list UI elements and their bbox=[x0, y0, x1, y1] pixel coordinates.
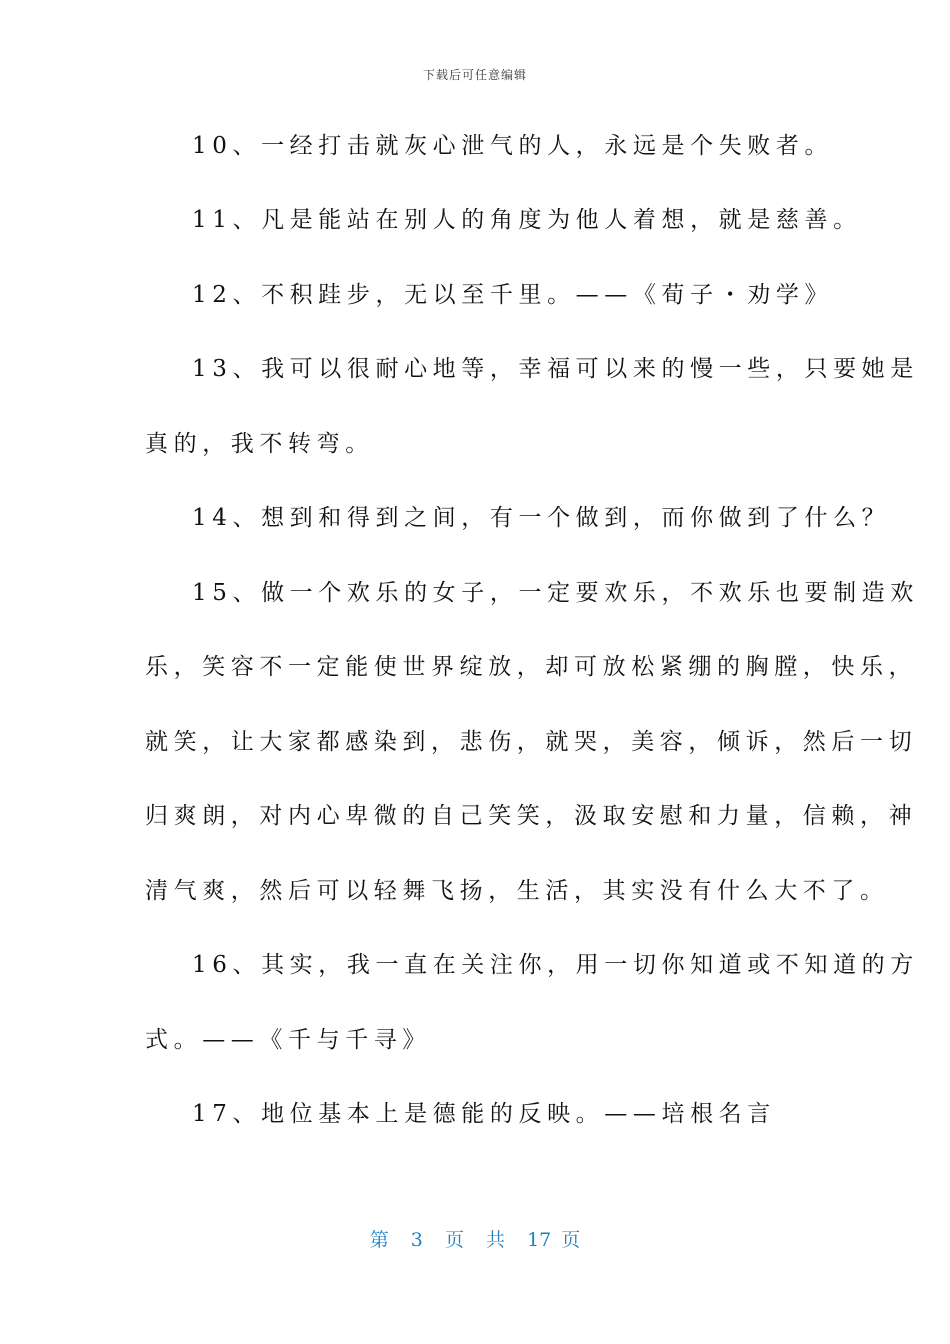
paragraph-line: 就笑，让大家都感染到，悲伤，就哭，美容，倾诉，然后一切 bbox=[145, 729, 918, 755]
page-footer bbox=[0, 1225, 950, 1252]
paragraph-line: 真的，我不转弯。 bbox=[145, 431, 374, 457]
paragraph-line: 清气爽，然后可以轻舞飞扬，生活，其实没有什么大不了。 bbox=[145, 878, 889, 904]
paragraph-line: 12、不积跬步，无以至千里。——《荀子・劝学》 bbox=[192, 282, 834, 308]
paragraph-line: 归爽朗，对内心卑微的自己笑笑，汲取安慰和力量，信赖，神 bbox=[145, 803, 918, 829]
footer-ye-total: 页 bbox=[561, 1229, 581, 1251]
paragraph-line: 13、我可以很耐心地等，幸福可以来的慢一些，只要她是 bbox=[192, 356, 919, 382]
paragraph-line: 17、地位基本上是德能的反映。——培根名言 bbox=[192, 1101, 776, 1127]
footer-gong: 共 bbox=[486, 1229, 506, 1251]
paragraph-line: 11、凡是能站在别人的角度为他人着想，就是慈善。 bbox=[192, 207, 862, 233]
footer-ye: 页 bbox=[444, 1229, 464, 1251]
paragraph-line: 10、一经打击就灰心泄气的人，永远是个失败者。 bbox=[192, 133, 834, 159]
paragraph-line: 16、其实，我一直在关注你，用一切你知道或不知道的方 bbox=[192, 952, 919, 978]
paragraph-line: 15、做一个欢乐的女子，一定要欢乐，不欢乐也要制造欢 bbox=[192, 580, 919, 606]
total-page-count: 17 bbox=[527, 1229, 552, 1251]
paragraph-line: 乐，笑容不一定能使世界绽放，却可放松紧绷的胸膛，快乐， bbox=[145, 654, 918, 680]
current-page-number: 3 bbox=[410, 1229, 423, 1251]
page-header: 下载后可任意编辑 bbox=[422, 68, 527, 82]
paragraph-line: 14、想到和得到之间，有一个做到，而你做到了什么？ bbox=[192, 505, 891, 531]
paragraph-line: 式。——《千与千寻》 bbox=[145, 1027, 431, 1053]
footer-di: 第 bbox=[369, 1229, 389, 1251]
